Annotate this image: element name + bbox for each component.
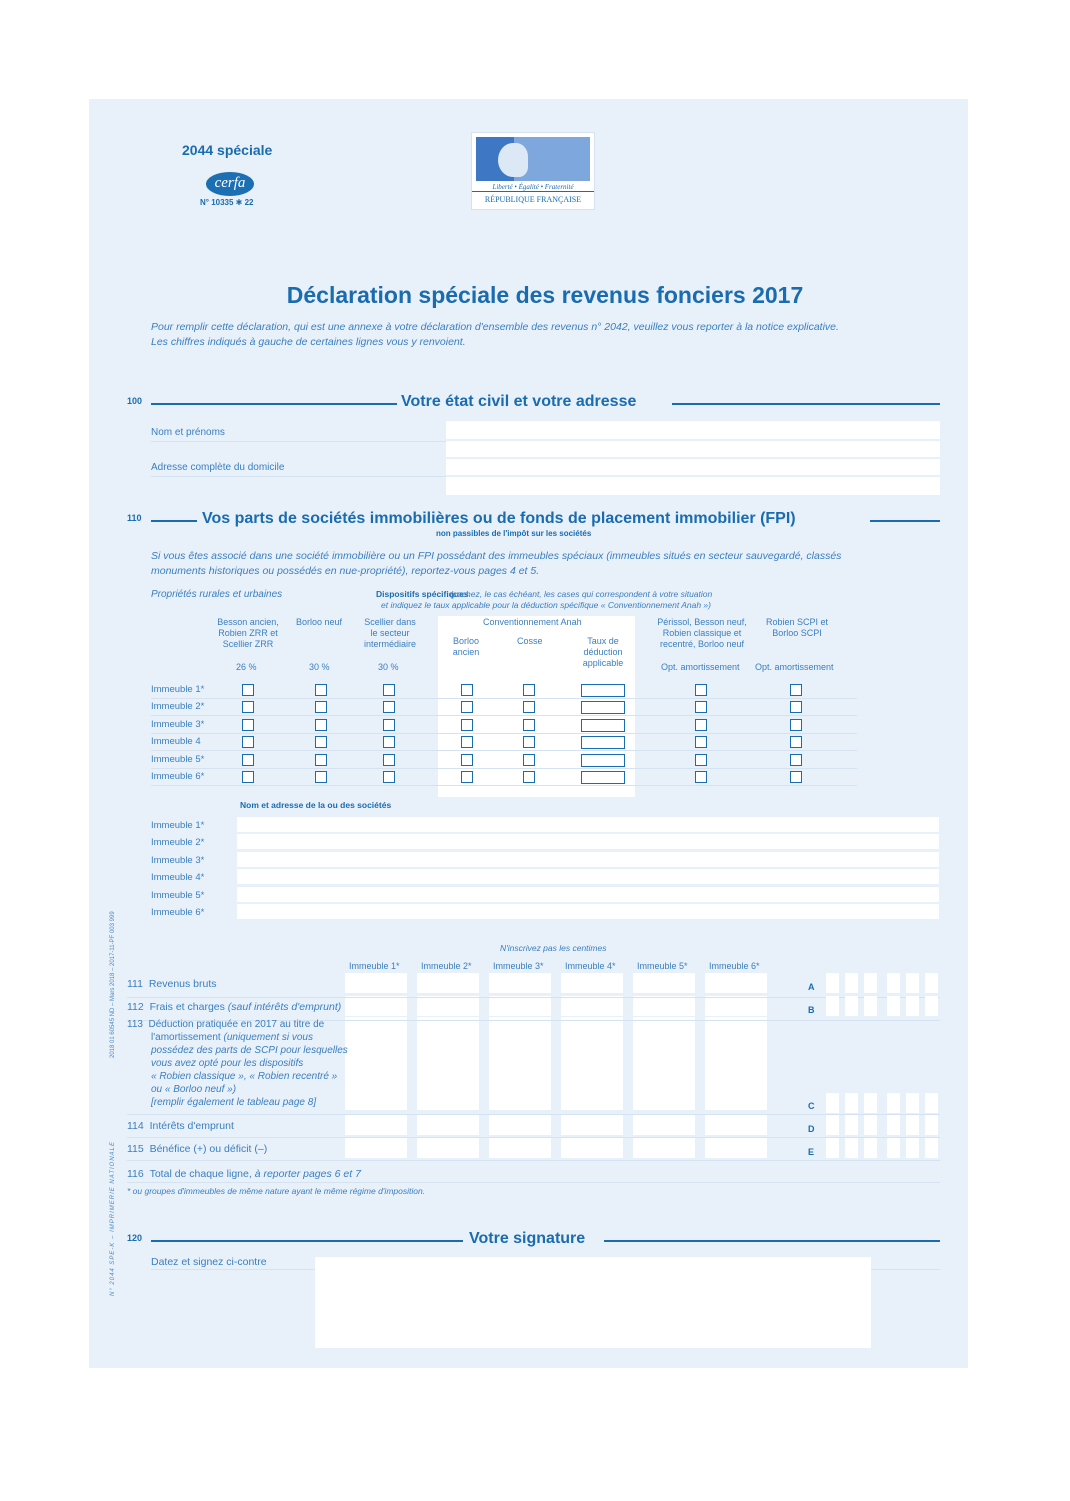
checkbox[interactable] [315, 701, 327, 713]
company-row-label: Immeuble 1* [151, 820, 205, 831]
code-115: 115 [127, 1143, 144, 1155]
label-113-g: [remplir également le tableau page 8] [151, 1097, 317, 1108]
code-114: 114 [127, 1120, 144, 1132]
address-field-2[interactable] [446, 477, 940, 495]
checkbox[interactable] [383, 684, 395, 696]
flag-icon [476, 137, 590, 181]
company-row-label: Immeuble 3* [151, 854, 205, 866]
sign-label: Datez et signez ci-contre [151, 1256, 267, 1268]
checkbox[interactable] [242, 684, 254, 696]
cerfa-number: N° 10335 ✱ 22 [200, 198, 254, 207]
rev-col-header: Immeuble 3* [493, 961, 544, 971]
total-digit-cell[interactable] [845, 1138, 858, 1158]
total-digit-cell[interactable] [906, 973, 919, 993]
label-112: Frais et charges [149, 1001, 225, 1013]
label-113-e: « Robien classique », « Robien recentré » [151, 1071, 338, 1082]
checkbox[interactable] [315, 771, 327, 783]
rev-cell-115[interactable] [417, 1138, 479, 1158]
rate-input[interactable] [581, 684, 625, 697]
label-113-c: possédez des parts de SCPI pour lesquelles [151, 1045, 348, 1056]
checkbox[interactable] [790, 771, 802, 783]
rev-cell-111[interactable] [489, 973, 551, 993]
signature-field[interactable] [315, 1257, 871, 1348]
col-header-3: Scellier dans le secteur intermédiaire [363, 617, 417, 649]
address-label: Adresse complète du domicile [151, 462, 285, 473]
total-digit-cell[interactable] [925, 1115, 938, 1135]
rev-cell-111[interactable] [345, 973, 407, 993]
total-digit-cell[interactable] [925, 996, 938, 1016]
checkbox[interactable] [315, 736, 327, 748]
label-113-b: l'amortissement [151, 1032, 221, 1043]
checkbox[interactable] [523, 771, 535, 783]
total-digit-cell[interactable] [887, 996, 900, 1016]
total-digit-cell[interactable] [925, 1093, 938, 1113]
rev-cell-113[interactable] [633, 1017, 695, 1110]
label-112-note: (sauf intérêts d'emprunt) [227, 1001, 342, 1013]
company-row-label: Immeuble 2* [151, 837, 205, 849]
rev-cell-113[interactable] [705, 1017, 767, 1110]
checkbox[interactable] [315, 719, 327, 731]
margin-code-2: N° 2044 SPE-K – IMPRIMERIE NATIONALE [110, 1141, 116, 1296]
total-digit-cell[interactable] [826, 1093, 839, 1113]
total-digit-cell[interactable] [906, 1093, 919, 1113]
col-header-6: Taux de déduction applicable [582, 636, 624, 668]
form-name: 2044 spéciale [182, 142, 273, 158]
rev-cell-111[interactable] [561, 973, 623, 993]
address-field-1[interactable] [446, 459, 940, 475]
name-field[interactable] [446, 421, 940, 439]
total-digit-cell[interactable] [887, 973, 900, 993]
immeuble-row-label: Immeuble 5* [151, 753, 205, 765]
checkbox[interactable] [383, 771, 395, 783]
checkbox[interactable] [242, 701, 254, 713]
total-digit-cell[interactable] [864, 973, 877, 993]
col-header-1: Besson ancien, Robien ZRR et Scellier ZRR [217, 617, 279, 649]
page-title: Déclaration spéciale des revenus fonciers 2017 [286, 282, 804, 308]
republic-label: RÉPUBLIQUE FRANÇAISE [484, 195, 582, 204]
total-digit-cell[interactable] [906, 1138, 919, 1158]
section-110-header [127, 510, 940, 530]
checkbox[interactable] [523, 684, 535, 696]
marianne-logo [471, 132, 595, 210]
rev-cell-114[interactable] [417, 1115, 479, 1135]
label-111: Revenus bruts [148, 978, 217, 990]
total-digit-cell[interactable] [864, 1138, 877, 1158]
checkbox[interactable] [383, 754, 395, 766]
company-field[interactable] [237, 904, 939, 919]
col-rate-1: 26 % [236, 662, 257, 672]
checkbox[interactable] [523, 736, 535, 748]
prop-label: Propriétés rurales et urbaines [151, 589, 283, 600]
label-116: Total de chaque ligne, [149, 1168, 252, 1180]
col-sub-8: Opt. amortissement [755, 662, 834, 672]
section-title: Votre état civil et votre adresse [401, 393, 637, 410]
checkbox[interactable] [695, 701, 707, 713]
section-code: 100 [127, 396, 143, 406]
rev-cell-114[interactable] [345, 1115, 407, 1135]
label-116-note: à reporter pages 6 et 7 [254, 1168, 361, 1180]
rev-col-header: Immeuble 2* [421, 961, 472, 971]
total-digit-cell[interactable] [906, 996, 919, 1016]
rev-col-header: Immeuble 6* [709, 961, 760, 971]
rev-col-header: Immeuble 5* [637, 961, 688, 971]
disp-note-1: (cochez, le cas échéant, les cases qui correspondent à votre situation [450, 589, 713, 599]
checkbox[interactable] [523, 719, 535, 731]
total-digit-cell[interactable] [887, 1115, 900, 1135]
section-110-text-2: monuments historiques ou possédés en nue-propriété), reportez-vous pages 4 et 5. [151, 565, 540, 577]
rate-input[interactable] [581, 719, 625, 732]
label-115: Bénéfice (+) ou déficit (–) [149, 1143, 268, 1155]
rev-cell-115[interactable] [705, 1138, 767, 1158]
label-113-d: vous avez opté pour les dispositifs [151, 1058, 304, 1069]
margin-code-1: 2018 01 60545 ND – Mars 2018 – 2017-11-PF 003 999 [110, 911, 116, 1058]
col-header-8: Robien SCPI et Borloo SCPI [765, 617, 829, 638]
checkbox[interactable] [242, 754, 254, 766]
total-digit-cell[interactable] [864, 1115, 877, 1135]
company-row-label: Immeuble 6* [151, 907, 205, 918]
section-title: Vos parts de sociétés immobilières ou de fonds de placement immobilier (FPI) [202, 510, 796, 527]
code-111: 111 [127, 978, 143, 990]
checkbox[interactable] [790, 754, 802, 766]
total-digit-cell[interactable] [845, 973, 858, 993]
total-digit-cell[interactable] [864, 996, 877, 1016]
company-row-label: Immeuble 5* [151, 889, 205, 901]
rev-cell-112[interactable] [345, 996, 407, 1016]
checkbox[interactable] [523, 754, 535, 766]
name-label: Nom et prénoms [151, 427, 225, 438]
cerfa-logo: cerfa [206, 172, 254, 196]
checkbox[interactable] [315, 684, 327, 696]
section-title: Votre signature [469, 1230, 586, 1247]
company-field[interactable] [237, 817, 939, 832]
rate-input[interactable] [581, 701, 625, 714]
rev-cell-114[interactable] [561, 1115, 623, 1135]
section-code: 110 [127, 513, 142, 523]
col-rate-3: 30 % [378, 662, 399, 672]
col-rate-2: 30 % [309, 662, 330, 672]
company-row-label: Immeuble 4* [151, 872, 205, 884]
section-100-header [127, 393, 940, 413]
checkbox[interactable] [383, 701, 395, 713]
immeuble-row-label: Immeuble 4 [151, 736, 201, 748]
letter-a: A [808, 982, 815, 992]
letter-b: B [808, 1005, 815, 1015]
total-digit-cell[interactable] [845, 1115, 858, 1135]
section-120-header [127, 1230, 940, 1250]
code-113: 113 [127, 1019, 143, 1030]
total-digit-cell[interactable] [826, 1115, 839, 1135]
section-subtitle: non passibles de l'impôt sur les sociétés [436, 529, 592, 538]
col-header-7: Périssol, Besson neuf, Robien classique et recentré, Borloo neuf [657, 617, 747, 649]
anah-label: Conventionnement Anah [483, 617, 582, 627]
rev-cell-114[interactable] [705, 1115, 767, 1135]
rev-cell-112[interactable] [705, 996, 767, 1016]
label-113-b-note: (uniquement si vous [223, 1032, 313, 1043]
col-header-2: Borloo neuf [296, 617, 343, 627]
immeuble-row-label: Immeuble 2* [151, 701, 205, 713]
code-116: 116 [127, 1168, 144, 1180]
checkbox[interactable] [383, 736, 395, 748]
letter-d: D [808, 1124, 815, 1134]
rev-cell-111[interactable] [633, 973, 695, 993]
checkbox[interactable] [461, 684, 473, 696]
rev-cell-115[interactable] [561, 1138, 623, 1158]
rev-cell-113[interactable] [345, 1017, 407, 1110]
rev-cell-115[interactable] [345, 1138, 407, 1158]
rate-input[interactable] [581, 754, 625, 767]
checkbox[interactable] [461, 771, 473, 783]
checkbox[interactable] [790, 701, 802, 713]
rev-col-header: Immeuble 1* [349, 961, 400, 971]
company-field[interactable] [237, 869, 939, 884]
section-code: 120 [127, 1233, 143, 1243]
rev-cell-115[interactable] [489, 1138, 551, 1158]
col-header-4: Borloo ancien [452, 636, 480, 657]
rev-cell-114[interactable] [633, 1115, 695, 1135]
checkbox[interactable] [383, 719, 395, 731]
checkbox[interactable] [315, 754, 327, 766]
company-field[interactable] [237, 852, 939, 867]
letter-c: C [808, 1101, 815, 1111]
checkbox[interactable] [790, 736, 802, 748]
total-digit-cell[interactable] [845, 996, 858, 1016]
rev-cell-113[interactable] [489, 1017, 551, 1110]
rev-cell-115[interactable] [633, 1138, 695, 1158]
intro-line-2: Les chiffres indiqués à gauche de certaines lignes vous y renvoient. [151, 336, 466, 348]
rev-cell-114[interactable] [489, 1115, 551, 1135]
total-digit-cell[interactable] [887, 1093, 900, 1113]
rev-cell-112[interactable] [561, 996, 623, 1016]
rev-cell-111[interactable] [417, 973, 479, 993]
immeuble-row-label: Immeuble 1* [151, 684, 205, 695]
total-digit-cell[interactable] [925, 1138, 938, 1158]
total-digit-cell[interactable] [864, 1093, 877, 1113]
total-digit-cell[interactable] [845, 1093, 858, 1113]
rev-cell-112[interactable] [489, 996, 551, 1016]
block-113 [127, 1018, 348, 1109]
rate-input[interactable] [581, 771, 625, 784]
total-digit-cell[interactable] [826, 973, 839, 993]
checkbox[interactable] [242, 771, 254, 783]
rev-cell-111[interactable] [705, 973, 767, 993]
checkbox[interactable] [695, 771, 707, 783]
name-field-2[interactable] [446, 441, 940, 457]
rev-cell-113[interactable] [417, 1017, 479, 1110]
disp-label: Dispositifs spécifiques [376, 589, 469, 599]
company-field[interactable] [237, 887, 939, 902]
total-digit-cell[interactable] [906, 1115, 919, 1135]
total-digit-cell[interactable] [925, 973, 938, 993]
col-header-5: Cosse [517, 636, 543, 646]
section-110-text-1: Si vous êtes associé dans une société immobilière ou un FPI possédant des immeubles spéciaux (immeubles situés en secteur sauvegardé, classés [151, 550, 842, 562]
rev-cell-113[interactable] [561, 1017, 623, 1110]
checkbox[interactable] [695, 719, 707, 731]
intro-line-1: Pour remplir cette déclaration, qui est une annexe à votre déclaration d'ensemble des revenus n° 2042, veuillez vous reporter à la notice explicative. [151, 321, 839, 333]
immeuble-row-label: Immeuble 6* [151, 771, 205, 782]
checkbox[interactable] [461, 701, 473, 713]
total-digit-cell[interactable] [826, 1138, 839, 1158]
total-digit-cell[interactable] [887, 1138, 900, 1158]
checkbox[interactable] [461, 754, 473, 766]
checkbox[interactable] [695, 754, 707, 766]
label-113-f: ou « Borloo neuf ») [151, 1084, 237, 1095]
rate-input[interactable] [581, 736, 625, 749]
footnote: * ou groupes d'immeubles de même nature ayant le même régime d'imposition. [127, 1186, 426, 1196]
label-114: Intérêts d'emprunt [149, 1120, 234, 1132]
checkbox[interactable] [695, 684, 707, 696]
total-digit-cell[interactable] [826, 996, 839, 1016]
letter-e: E [808, 1147, 815, 1157]
checkbox[interactable] [461, 719, 473, 731]
checkbox[interactable] [242, 719, 254, 731]
checkbox[interactable] [790, 719, 802, 731]
motto: Liberté • Égalité • Fraternité [472, 183, 594, 192]
checkbox[interactable] [695, 736, 707, 748]
rev-cell-112[interactable] [417, 996, 479, 1016]
immeuble-row-label: Immeuble 3* [151, 718, 205, 730]
code-112: 112 [127, 1001, 144, 1013]
checkbox[interactable] [523, 701, 535, 713]
col-sub-7: Opt. amortissement [661, 662, 740, 672]
rev-cell-112[interactable] [633, 996, 695, 1016]
label-113-a: Déduction pratiquée en 2017 au titre de [148, 1019, 325, 1030]
rev-col-header: Immeuble 4* [565, 961, 616, 971]
centimes-note: N'inscrivez pas les centimes [500, 943, 607, 953]
disp-note-2: et indiquez le taux applicable pour la déduction spécifique « Conventionnement Anah ») [381, 600, 711, 610]
company-field[interactable] [237, 834, 939, 849]
checkbox[interactable] [242, 736, 254, 748]
checkbox[interactable] [790, 684, 802, 696]
checkbox[interactable] [461, 736, 473, 748]
companies-label: Nom et adresse de la ou des sociétés [240, 800, 392, 810]
